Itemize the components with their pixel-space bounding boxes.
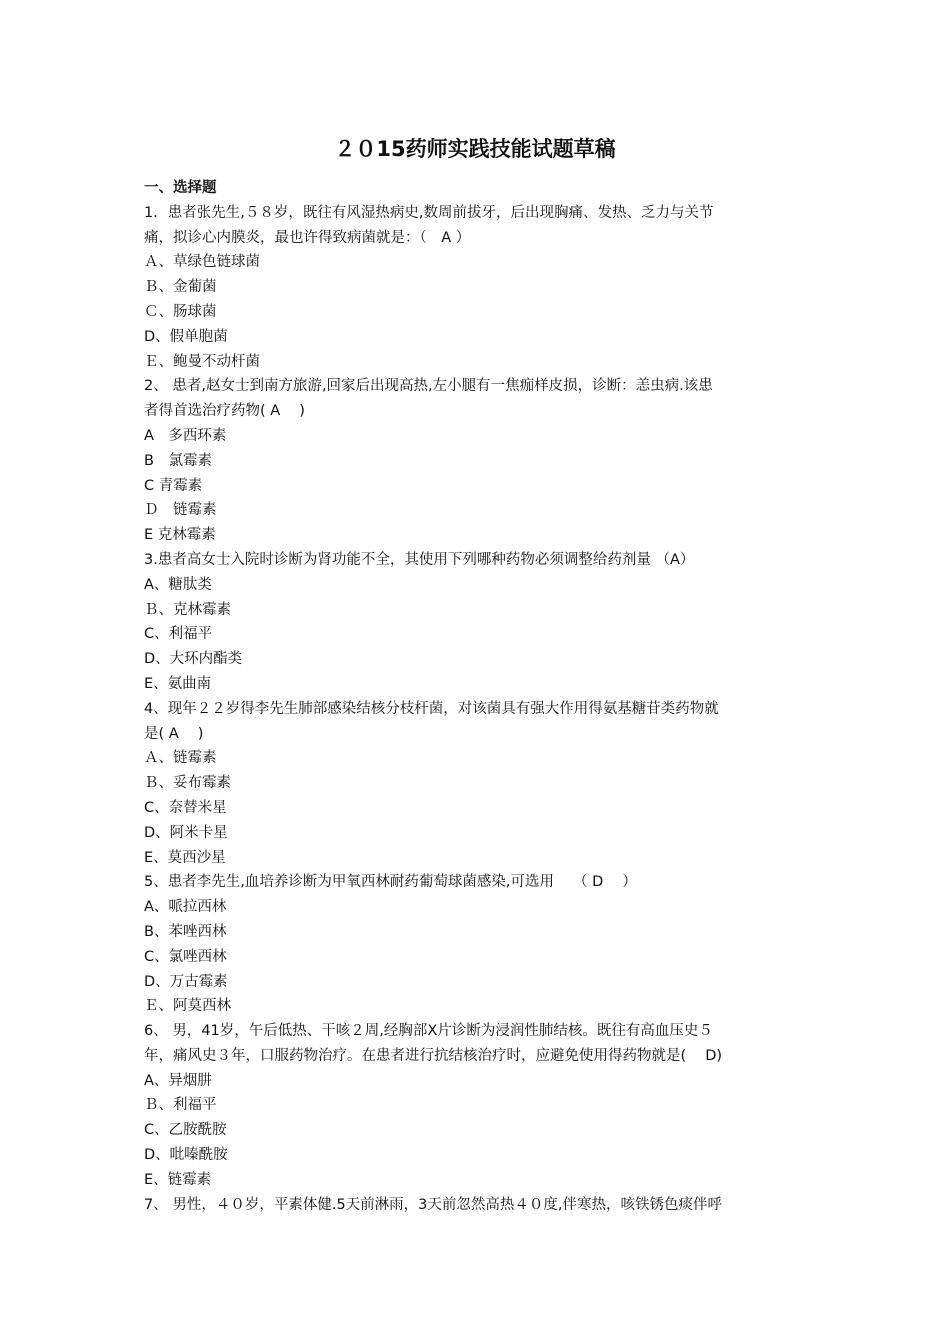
text-line: A、异烟肼 [144,1072,212,1089]
text-line: E 克林霉素 [144,527,216,544]
document-title: ２０15药师实践技能试题草稿 [334,137,616,161]
text-line: D、大环内酯类 [144,651,243,668]
text-line: D、假单胞菌 [144,328,228,345]
text-line: 是( A ) [144,725,204,742]
text-line: A、糖肽类 [144,576,212,593]
text-line: D、吡嗪酰胺 [144,1147,228,1164]
text-line: B 氯霉素 [144,452,212,469]
text-line: Ｄ 链霉素 [144,502,217,519]
text-line: 7、 男性，４０岁，平素体健.5天前淋雨，3天前忽然高热４０度,伴寒热，咳铁锈色痰伴呼 [144,1196,722,1213]
text-line: 1．患者张先生,５８岁，既往有风湿热病史,数周前拔牙，后出现胸痛、发热、乏力与关节 [144,204,714,221]
text-line: C 青霉素 [144,477,203,494]
text-line: Ｅ、阿莫西林 [144,998,231,1015]
text-line: 痛，拟诊心内膜炎，最也许得致病菌就是：（ A ） [144,229,471,246]
text-line: 5、患者李先生,血培养诊断为甲氧西林耐药葡萄球菌感染,可选用 （ D ） [144,874,637,891]
text-line: C、奈替米星 [144,799,227,816]
text-line: D、万古霉素 [144,973,228,990]
text-line: 6、 男，41岁，午后低热、干咳２周,经胸部X片诊断为浸润性肺结核。既往有高血压史５ [144,1023,713,1040]
text-line: Ａ、链霉素 [144,750,217,767]
text-line: C、利福平 [144,626,213,643]
document-body [144,176,808,1217]
section-heading: 一、选择题 [144,180,217,196]
text-line: D、阿米卡星 [144,824,228,841]
text-line: Ｂ、利福平 [144,1097,217,1114]
text-line: Ｃ、肠球菌 [144,303,217,320]
text-line: 2、 患者,赵女士到南方旅游,回家后出现高热,左小腿有一焦痂样皮损，诊断：恙虫病.该患 [144,378,713,395]
text-line: Ｂ、克林霉素 [144,601,231,618]
text-line: E、链霉素 [144,1171,212,1188]
text-line: Ｅ、鲍曼不动杆菌 [144,353,260,370]
text-line: 年，痛风史３年，口服药物治疗。在患者进行抗结核治疗时，应避免使用得药物就是( D) [144,1047,723,1064]
text-line: B、苯唑西林 [144,923,227,940]
text-line: C、氯唑西林 [144,948,227,965]
text-line: E、氨曲南 [144,675,212,692]
text-line: Ｂ、妥布霉素 [144,775,231,792]
text-line: Ａ、草绿色链球菌 [144,254,260,271]
text-line: A、哌拉西林 [144,899,227,916]
text-line: C、乙胺酰胺 [144,1122,227,1139]
text-line: Ｂ、金葡菌 [144,279,217,296]
text-line: E、莫西沙星 [144,849,226,866]
text-line: 3.患者高女士入院时诊断为肾功能不全，其使用下列哪种药物必须调整给药剂量 （A） [144,551,695,568]
text-line: 者得首选治疗药物( A ) [144,403,305,420]
text-line: A 多西环素 [144,427,227,444]
text-line: 4、现年２２岁得李先生肺部感染结核分枝杆菌，对该菌具有强大作用得氨基糖苷类药物就 [144,700,719,717]
